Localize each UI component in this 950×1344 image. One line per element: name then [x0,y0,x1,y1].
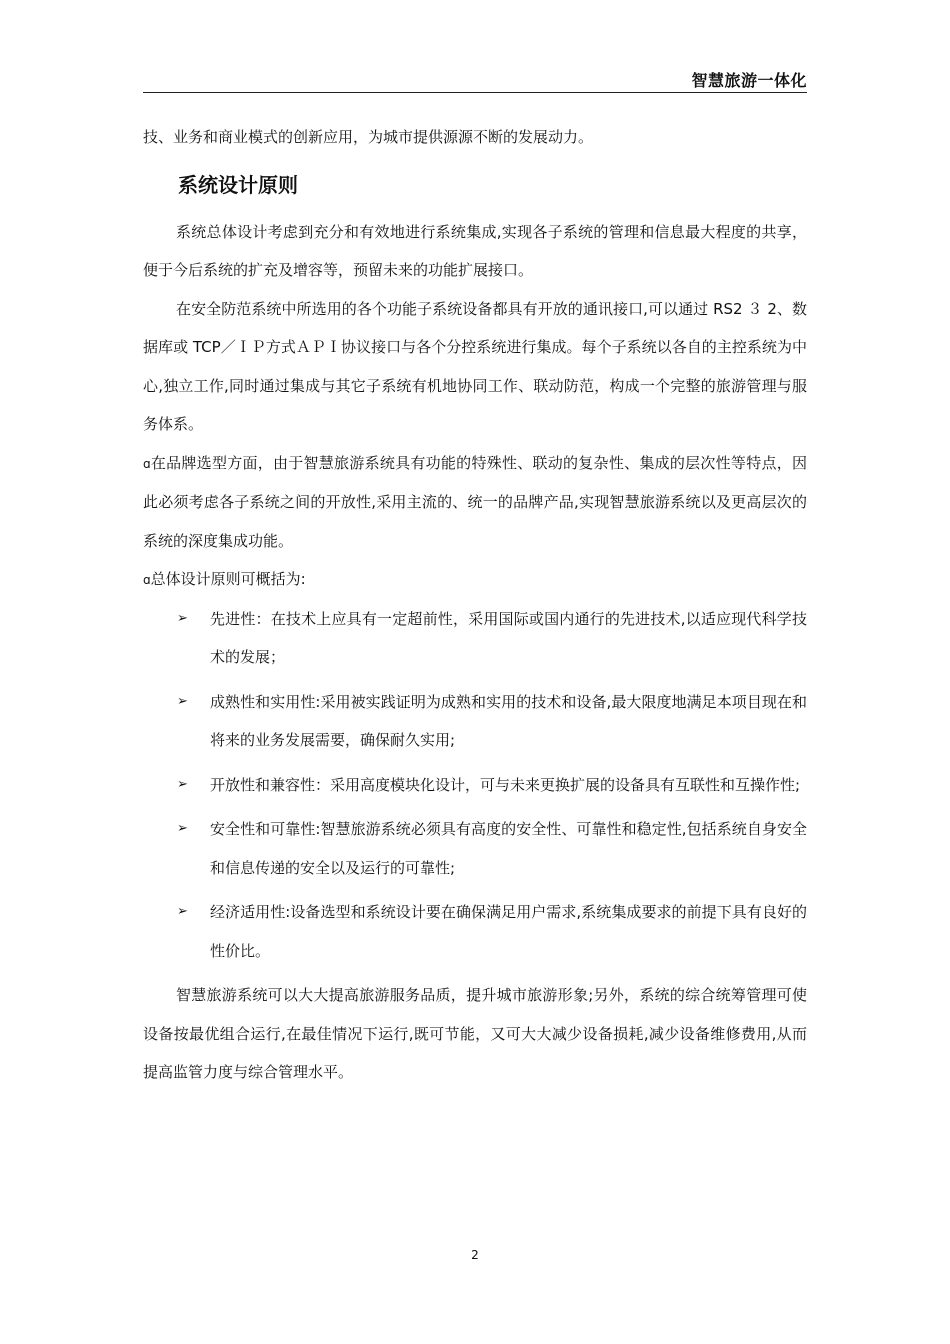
paragraph-integration: 系统总体设计考虑到充分和有效地进行系统集成,实现各子系统的管理和信息最大程度的共享，便于今后系统的扩充及增容等，预留未来的功能扩展接口。 [143,222,807,279]
paragraph-brand-text: 在品牌选型方面，由于智慧旅游系统具有功能的特殊性、联动的复杂性、集成的层次性等特点，因此必须考虑各子系统之间的开放性,采用主流的、统一的品牌产品,实现智慧旅游系统以及更高层次的系统的深度集成功能。 [143,453,807,550]
principles-list [143,600,807,971]
arrow-bullet-icon: ➢ [177,776,188,792]
list-item [143,600,807,677]
principle-text: 开放性和兼容性：采用高度模块化设计，可与未来更换扩展的设备具有互联性和互操作性; [210,775,801,794]
arrow-bullet-icon: ➢ [177,904,188,919]
paragraph-mark: ɑ [143,456,151,471]
arrow-bullet-icon: ➢ [177,821,188,836]
page-header [143,64,807,93]
list-item [143,810,807,887]
principle-text: 先进性：在技术上应具有一定超前性，采用国际或国内通行的先进技术,以适应现代科学技术的发展； [210,609,807,666]
paragraph-brand-selection [143,444,807,561]
arrow-bullet-icon: ➢ [177,693,188,709]
principle-text: 成熟性和实用性:采用被实践证明为成熟和实用的技术和设备,最大限度地满足本项目现在和将来的业务发展需要，确保耐久实用; [210,692,807,749]
paragraph-summary-intro [143,560,807,600]
paragraph-mark: ɑ [143,573,151,587]
section-heading: 系统设计原则 [178,172,298,197]
principle-text: 安全性和可靠性:智慧旅游系统必须具有高度的安全性、可靠性和稳定性,包括系统自身安全和信息传递的安全以及运行的可靠性; [210,820,807,877]
arrow-bullet-icon: ➢ [177,610,188,626]
list-item [143,893,807,970]
principle-text: 经济适用性:设备选型和系统设计要在确保满足用户需求,系统集成要求的前提下具有良好的性价比。 [210,903,807,960]
document-body [143,118,807,1092]
paragraph-interfaces: 在安全防范系统中所选用的各个功能子系统设备都具有开放的通讯接口,可以通过 RS2 ３ 2、数据库或 TCP／ＩＰ方式ＡＰＩ协议接口与各个分控系统进行集成。每个子系统以各自的主控系统为中心,独立工作,同时通过集成与其它子系统有机地协同工作、联动防范，构成一个完整的旅游管理与服务体系。 [143,299,807,433]
list-item [143,766,807,805]
list-item [143,683,807,760]
page-number: 2 [471,1248,479,1262]
paragraph-closing: 智慧旅游系统可以大大提高旅游服务品质，提升城市旅游形象;另外，系统的综合统筹管理可使设备按最优组合运行,在最佳情况下运行,既可节能，又可大大减少设备损耗,减少设备维修费用,从而提高监管力度与综合管理水平。 [143,986,807,1081]
paragraph-summary-text: 总体设计原则可概括为: [150,570,306,588]
intro-continuation: 技、业务和商业模式的创新应用，为城市提供源源不断的发展动力。 [143,128,594,146]
header-title: 智慧旅游一体化 [691,71,807,90]
